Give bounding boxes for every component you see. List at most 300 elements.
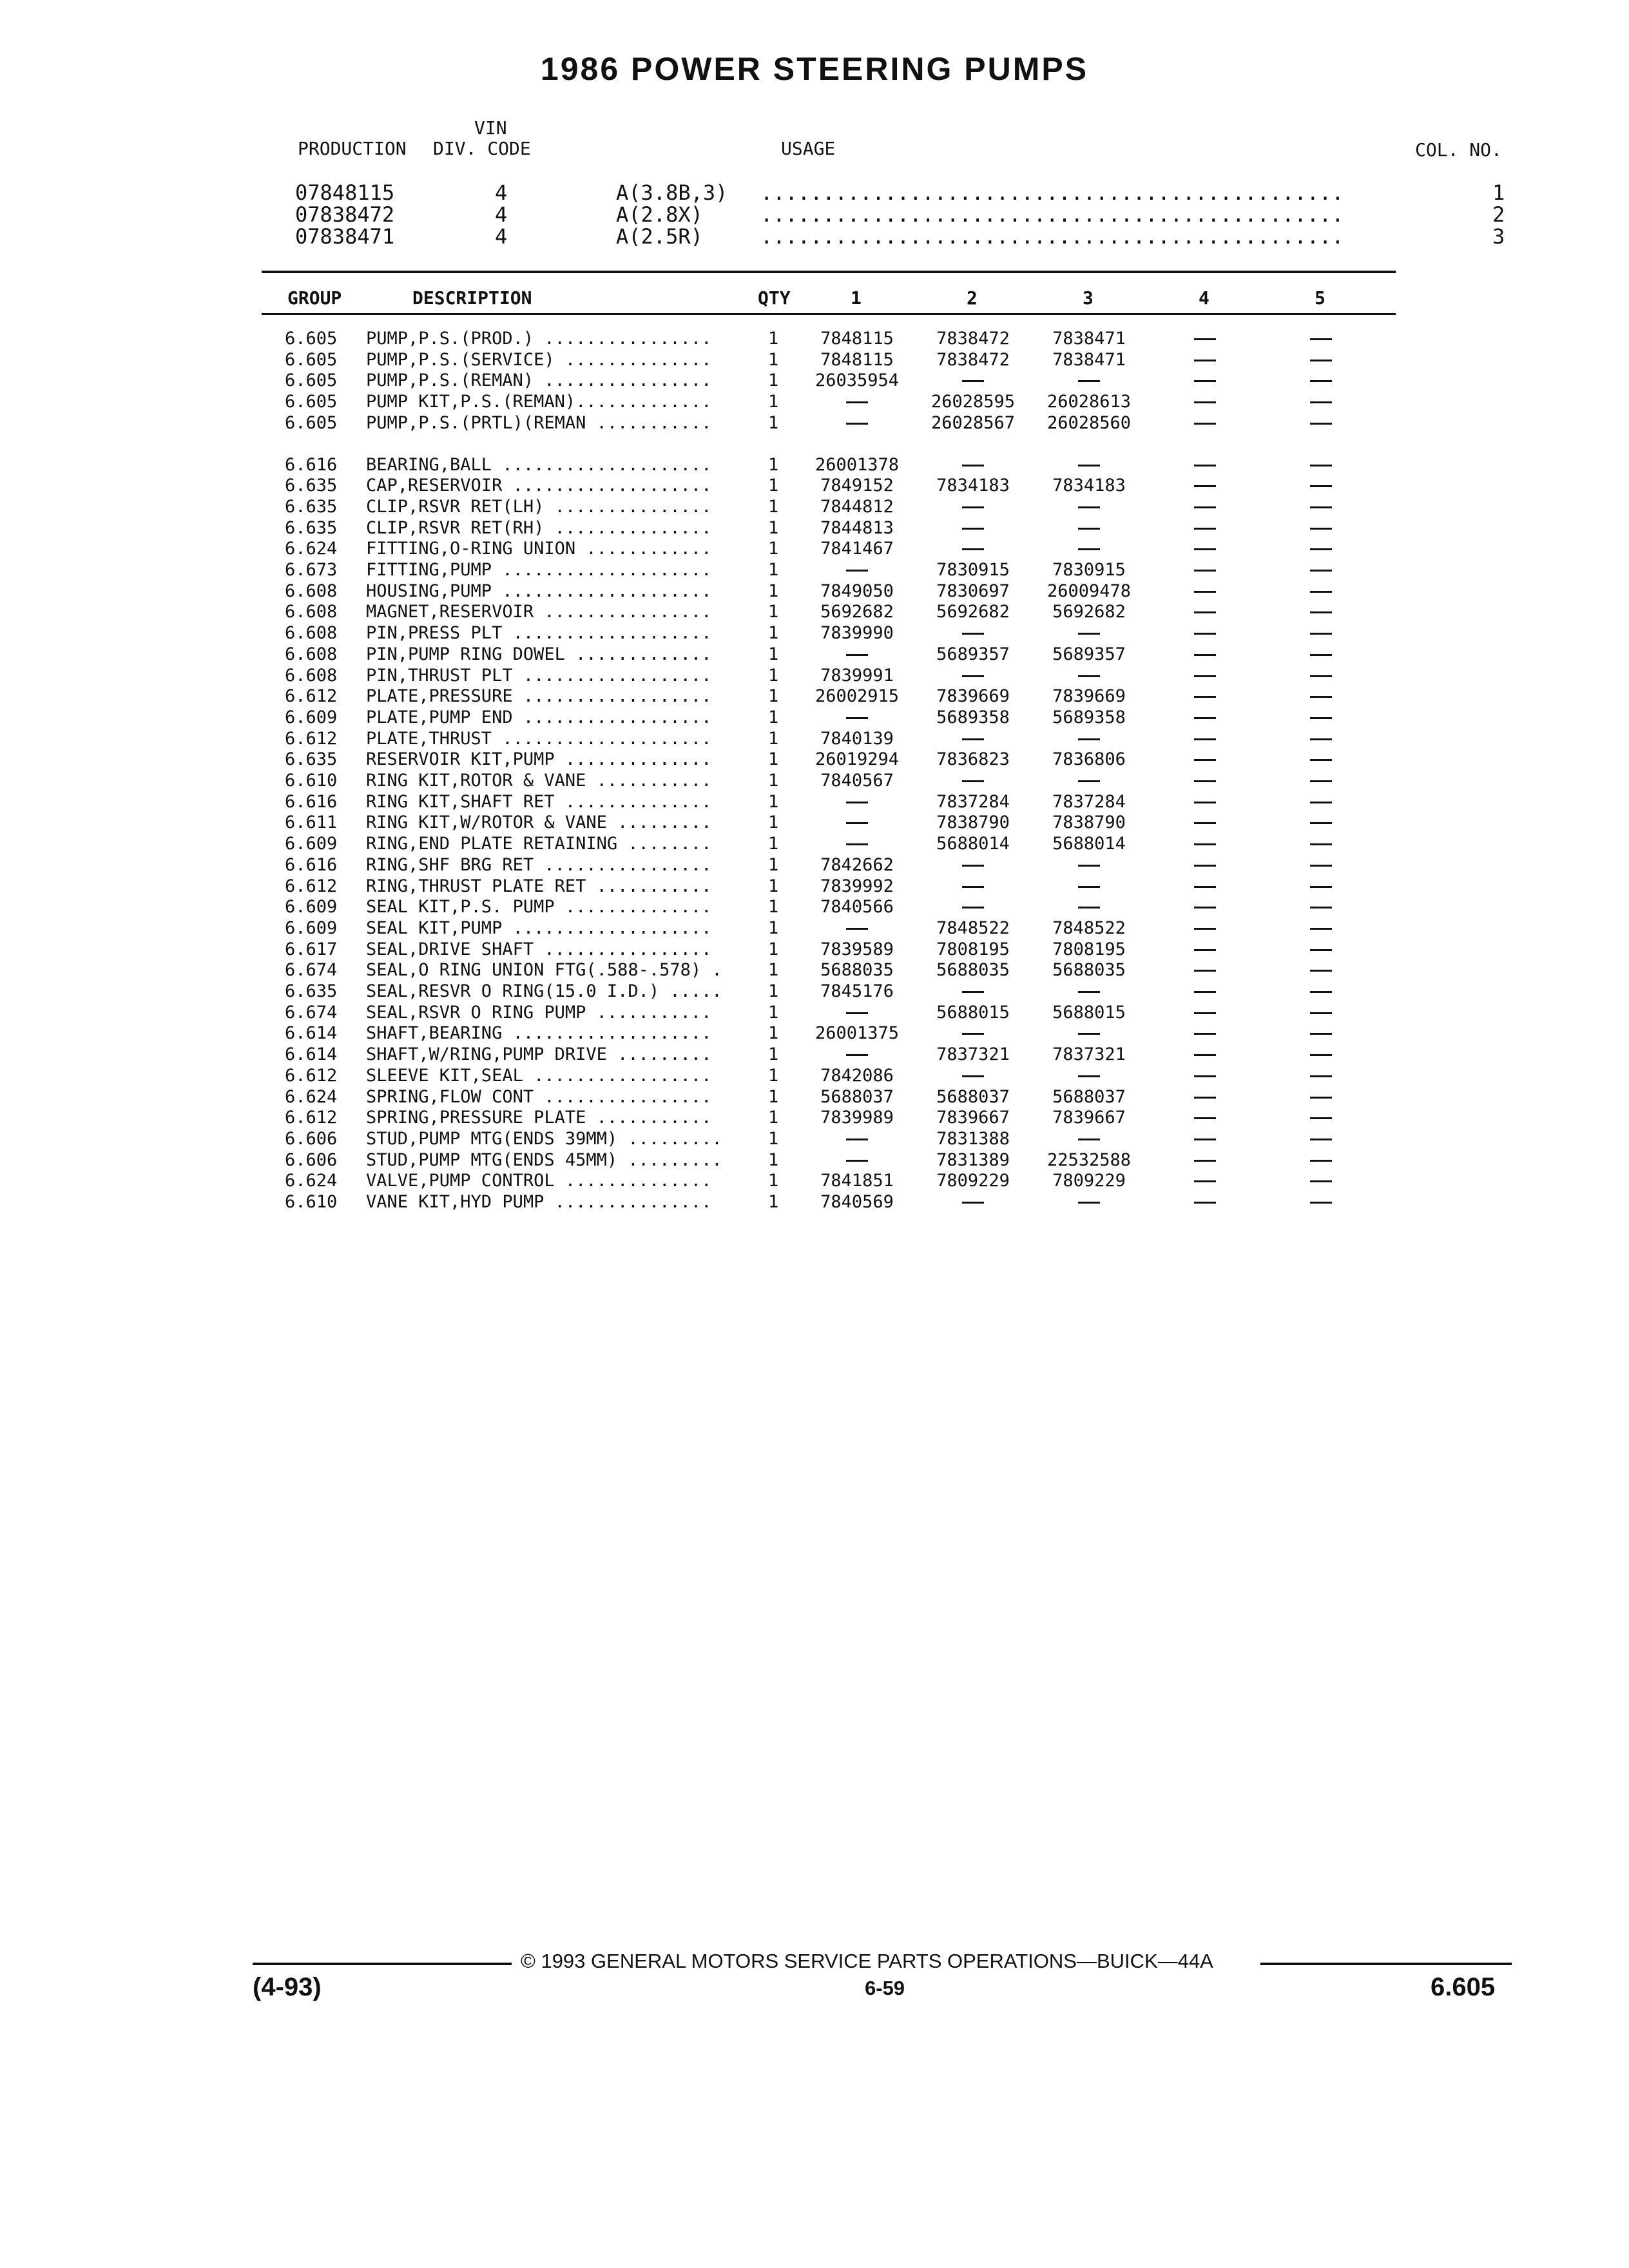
part-number-col-1: 7840569	[820, 1192, 894, 1212]
group-code: 6.612	[285, 876, 338, 896]
page-number: 6-59	[865, 1977, 905, 1999]
part-number-col-4	[1141, 897, 1269, 917]
quantity: 1	[768, 539, 779, 559]
table-row	[0, 960, 1629, 981]
part-number-col-5	[1257, 812, 1385, 832]
part-number-col-2: 5692682	[936, 602, 1010, 622]
part-number-col-4	[1141, 539, 1269, 559]
part-number-col-5	[1257, 855, 1385, 875]
not-applicable-dash	[1194, 759, 1216, 761]
not-applicable-dash	[1310, 423, 1332, 425]
part-number-col-3	[1025, 539, 1153, 559]
not-applicable-dash	[1078, 1075, 1100, 1077]
not-applicable-dash	[1310, 338, 1332, 340]
not-applicable-dash	[1310, 675, 1332, 677]
part-number-col-4	[1141, 876, 1269, 896]
quantity: 1	[768, 1128, 779, 1149]
col-5-header: 5	[1315, 287, 1325, 309]
not-applicable-dash	[1078, 991, 1100, 993]
part-number-col-2: 26028567	[930, 412, 1016, 433]
part-number-col-4	[1141, 707, 1269, 727]
part-number-col-1: 7841467	[820, 539, 894, 559]
part-number-col-2: 7848522	[936, 918, 1010, 938]
part-number-col-1: 5688035	[820, 960, 894, 981]
part-number-col-1	[793, 918, 921, 938]
part-number-col-3	[1025, 876, 1153, 896]
part-number-col-1: 7842086	[820, 1065, 894, 1086]
part-description: CLIP,RSVR RET(RH) ...............	[366, 517, 712, 538]
dot-leader: ...............................................	[760, 224, 1344, 249]
part-number-col-1	[793, 812, 921, 832]
table-row	[0, 855, 1629, 876]
quantity: 1	[768, 1086, 779, 1107]
footer-rule-right	[1260, 1963, 1512, 1965]
part-number-col-3: 7848522	[1052, 918, 1126, 938]
not-applicable-dash	[1078, 675, 1100, 677]
table-row	[0, 497, 1629, 518]
not-applicable-dash	[846, 802, 868, 803]
part-number-col-3	[1025, 1066, 1153, 1086]
part-number-col-5	[1257, 981, 1385, 1001]
group-code: 6.610	[285, 1192, 338, 1212]
part-number-col-5	[1257, 897, 1385, 917]
part-number-col-5	[1257, 1087, 1385, 1107]
not-applicable-dash	[962, 1075, 984, 1077]
not-applicable-dash	[1194, 360, 1216, 361]
part-number-col-5	[1257, 1003, 1385, 1023]
part-description: FITTING,O-RING UNION ............	[366, 539, 712, 559]
not-applicable-dash	[1194, 738, 1216, 740]
part-description: STUD,PUMP MTG(ENDS 39MM) .........	[366, 1128, 722, 1149]
part-number-col-2	[909, 981, 1037, 1001]
part-number-col-4	[1141, 729, 1269, 749]
part-number-col-4	[1141, 981, 1269, 1001]
part-number-col-5	[1257, 1192, 1385, 1212]
part-number-col-3	[1025, 981, 1153, 1001]
usage-code: A(2.8X)	[616, 202, 703, 227]
table-row	[0, 350, 1629, 371]
usage-row	[0, 224, 1629, 249]
group-code: 6.608	[285, 623, 338, 644]
quantity: 1	[768, 749, 779, 770]
not-applicable-dash	[1194, 423, 1216, 425]
part-number-col-4	[1141, 834, 1269, 854]
table-row	[0, 1108, 1629, 1129]
table-row	[0, 1044, 1629, 1066]
not-applicable-dash	[1310, 886, 1332, 888]
part-number-col-3: 7838790	[1052, 812, 1126, 833]
group-code: 6.606	[285, 1128, 338, 1149]
part-number-col-2: 26028595	[930, 392, 1016, 412]
part-number-col-5	[1257, 1171, 1385, 1191]
not-applicable-dash	[1194, 1075, 1216, 1077]
not-applicable-dash	[1310, 570, 1332, 572]
part-number-col-4	[1141, 602, 1269, 622]
not-applicable-dash	[846, 570, 868, 572]
not-applicable-dash	[1310, 843, 1332, 845]
not-applicable-dash	[1194, 1033, 1216, 1035]
group-code: 6.617	[285, 939, 338, 959]
part-number-col-4	[1141, 855, 1269, 875]
part-number-col-1: 7840567	[820, 771, 894, 791]
quantity: 1	[768, 812, 779, 833]
group-code: 6.605	[285, 392, 338, 412]
not-applicable-dash	[1310, 1202, 1332, 1204]
table-row	[0, 602, 1629, 623]
group-code: 6.624	[285, 1171, 338, 1191]
not-applicable-dash	[1078, 907, 1100, 908]
div-code: 4	[495, 224, 508, 249]
not-applicable-dash	[1310, 528, 1332, 530]
not-applicable-dash	[962, 548, 984, 550]
part-description: SPRING,FLOW CONT ................	[366, 1086, 712, 1107]
not-applicable-dash	[1310, 780, 1332, 782]
part-number-col-2	[909, 539, 1037, 559]
part-description: RING,THRUST PLATE RET ...........	[366, 876, 712, 896]
part-number-col-5	[1257, 329, 1385, 349]
quantity: 1	[768, 771, 779, 791]
part-number-col-4	[1141, 812, 1269, 832]
group-code: 6.608	[285, 581, 338, 601]
part-number-col-2	[909, 455, 1037, 475]
part-number-col-2	[909, 518, 1037, 538]
not-applicable-dash	[1078, 738, 1100, 740]
not-applicable-dash	[1194, 886, 1216, 888]
part-number-col-3: 7809229	[1052, 1171, 1126, 1191]
dot-leader: ...............................................	[760, 202, 1344, 227]
not-applicable-dash	[1194, 843, 1216, 845]
not-applicable-dash	[846, 1054, 868, 1056]
table-row	[0, 644, 1629, 666]
part-number-col-1: 26002915	[815, 686, 900, 707]
part-number-col-1: 7839990	[820, 623, 894, 644]
not-applicable-dash	[1310, 506, 1332, 508]
part-number-col-2: 7837321	[936, 1044, 1010, 1065]
part-number-col-3: 7837284	[1052, 791, 1126, 812]
part-description: RESERVOIR KIT,PUMP ..............	[366, 749, 712, 770]
not-applicable-dash	[1078, 506, 1100, 508]
not-applicable-dash	[1078, 1202, 1100, 1204]
not-applicable-dash	[1310, 759, 1332, 761]
part-number-col-3	[1025, 370, 1153, 390]
part-number-col-5	[1257, 560, 1385, 580]
section-number: 6.605	[1431, 1973, 1496, 2001]
not-applicable-dash	[1310, 907, 1332, 908]
quantity: 1	[768, 1065, 779, 1086]
not-applicable-dash	[1310, 1097, 1332, 1099]
table-row	[0, 1192, 1629, 1213]
not-applicable-dash	[1194, 1012, 1216, 1014]
not-applicable-dash	[1310, 717, 1332, 719]
col-2-header: 2	[967, 287, 978, 309]
part-number-col-5	[1257, 413, 1385, 433]
part-number-col-1: 7848115	[820, 329, 894, 349]
not-applicable-dash	[1310, 485, 1332, 487]
part-number-col-4	[1141, 1066, 1269, 1086]
part-number-col-3	[1025, 729, 1153, 749]
table-row	[0, 413, 1629, 434]
div-code-label: DIV. CODE	[433, 138, 531, 159]
part-number-col-3: 7839667	[1052, 1108, 1126, 1128]
part-number-col-1	[793, 560, 921, 580]
not-applicable-dash	[1194, 1180, 1216, 1182]
part-number-col-1	[793, 644, 921, 664]
table-row	[0, 686, 1629, 707]
part-number-col-2: 5689358	[936, 707, 1010, 727]
part-number-col-5	[1257, 729, 1385, 749]
table-row	[0, 392, 1629, 413]
part-number-col-3	[1025, 497, 1153, 517]
not-applicable-dash	[1194, 696, 1216, 698]
group-code: 6.614	[285, 1023, 338, 1044]
not-applicable-dash	[1194, 591, 1216, 593]
part-description: RING KIT,W/ROTOR & VANE .........	[366, 812, 712, 833]
part-description: STUD,PUMP MTG(ENDS 45MM) .........	[366, 1149, 722, 1170]
part-number-col-1	[793, 834, 921, 854]
table-row	[0, 560, 1629, 581]
part-number-col-1: 7845176	[820, 981, 894, 1001]
production-label: PRODUCTION	[298, 138, 407, 159]
part-number-col-3: 26028560	[1046, 412, 1132, 433]
group-code: 6.611	[285, 812, 338, 833]
not-applicable-dash	[1310, 1117, 1332, 1119]
part-number-col-3	[1025, 666, 1153, 686]
col-3-header: 3	[1083, 287, 1094, 309]
part-number-col-4	[1141, 1129, 1269, 1149]
not-applicable-dash	[1078, 865, 1100, 867]
part-number-col-2	[909, 855, 1037, 875]
not-applicable-dash	[846, 1160, 868, 1162]
part-number-col-5	[1257, 686, 1385, 706]
not-applicable-dash	[846, 843, 868, 845]
not-applicable-dash	[1078, 633, 1100, 635]
part-number-col-5	[1257, 876, 1385, 896]
not-applicable-dash	[1194, 928, 1216, 930]
col-number: 1	[1492, 180, 1505, 205]
not-applicable-dash	[1310, 822, 1332, 824]
group-code: 6.616	[285, 854, 338, 875]
not-applicable-dash	[1078, 548, 1100, 550]
not-applicable-dash	[1310, 380, 1332, 382]
part-number-col-5	[1257, 518, 1385, 538]
group-code: 6.612	[285, 1108, 338, 1128]
quantity: 1	[768, 1192, 779, 1212]
part-number-col-2: 7831389	[936, 1149, 1010, 1170]
part-description: PLATE,THRUST ....................	[366, 728, 712, 749]
not-applicable-dash	[1078, 380, 1100, 382]
top-divider	[262, 271, 1396, 273]
group-code: 6.612	[285, 728, 338, 749]
group-code: 6.635	[285, 517, 338, 538]
part-number-col-3: 7808195	[1052, 939, 1126, 959]
dot-leader: ...............................................	[760, 180, 1344, 205]
quantity: 1	[768, 329, 779, 349]
table-row	[0, 455, 1629, 476]
not-applicable-dash	[962, 1033, 984, 1035]
part-number-col-2: 7838472	[936, 329, 1010, 349]
footer-rule-left	[253, 1963, 512, 1965]
part-number-col-1	[793, 707, 921, 727]
part-number-col-5	[1257, 392, 1385, 412]
part-number-col-3: 5688014	[1052, 834, 1126, 854]
part-number-col-5	[1257, 623, 1385, 643]
not-applicable-dash	[1194, 1054, 1216, 1056]
part-number-col-5	[1257, 960, 1385, 980]
table-row	[0, 918, 1629, 939]
part-description: SHAFT,BEARING ...................	[366, 1023, 712, 1044]
part-number-col-1: 26035954	[815, 370, 900, 391]
not-applicable-dash	[846, 928, 868, 930]
not-applicable-dash	[1194, 380, 1216, 382]
part-description: SEAL KIT,P.S. PUMP ..............	[366, 897, 712, 918]
not-applicable-dash	[962, 675, 984, 677]
quantity: 1	[768, 728, 779, 749]
part-number-col-2: 5689357	[936, 644, 1010, 664]
quantity: 1	[768, 644, 779, 664]
part-number-col-3: 7837321	[1052, 1044, 1126, 1065]
not-applicable-dash	[1194, 485, 1216, 487]
group-code: 6.614	[285, 1044, 338, 1065]
part-number-col-5	[1257, 370, 1385, 390]
part-number-col-5	[1257, 1044, 1385, 1064]
part-description: SLEEVE KIT,SEAL .................	[366, 1065, 712, 1086]
quantity: 1	[768, 686, 779, 707]
div-code: 4	[495, 180, 508, 205]
part-number-col-2: 7831388	[936, 1128, 1010, 1149]
table-row	[0, 1087, 1629, 1108]
part-number-col-5	[1257, 455, 1385, 475]
part-number-col-5	[1257, 939, 1385, 959]
not-applicable-dash	[1310, 1139, 1332, 1140]
not-applicable-dash	[846, 822, 868, 824]
quantity: 1	[768, 1023, 779, 1044]
part-number-col-2: 5688037	[936, 1086, 1010, 1107]
not-applicable-dash	[846, 1139, 868, 1140]
group-code: 6.609	[285, 834, 338, 854]
col-description-header: DESCRIPTION	[412, 287, 532, 309]
part-number-col-5	[1257, 476, 1385, 495]
part-number-col-2: 7839669	[936, 686, 1010, 707]
table-row	[0, 897, 1629, 918]
quantity: 1	[768, 834, 779, 854]
part-number-col-3: 5688037	[1052, 1086, 1126, 1107]
part-number-col-4	[1141, 960, 1269, 980]
part-number-col-2	[909, 623, 1037, 643]
quantity: 1	[768, 476, 779, 496]
quantity: 1	[768, 349, 779, 370]
not-applicable-dash	[1310, 654, 1332, 656]
table-row	[0, 1171, 1629, 1192]
not-applicable-dash	[1194, 822, 1216, 824]
group-code: 6.605	[285, 412, 338, 433]
part-number-col-2	[909, 497, 1037, 517]
part-description: PLATE,PRESSURE ..................	[366, 686, 712, 707]
part-number-col-1: 7844812	[820, 496, 894, 517]
part-number-col-4	[1141, 1087, 1269, 1107]
group-code: 6.609	[285, 918, 338, 938]
production-number: 07848115	[295, 180, 395, 205]
table-row	[0, 581, 1629, 602]
part-number-col-1: 7839992	[820, 876, 894, 896]
group-code: 6.624	[285, 539, 338, 559]
quantity: 1	[768, 897, 779, 918]
table-row	[0, 749, 1629, 771]
part-number-col-1	[793, 1044, 921, 1064]
part-number-col-3: 22532588	[1046, 1149, 1132, 1170]
table-row	[0, 939, 1629, 961]
not-applicable-dash	[962, 780, 984, 782]
part-number-col-1: 5692682	[820, 602, 894, 622]
part-number-col-5	[1257, 602, 1385, 622]
part-number-col-5	[1257, 707, 1385, 727]
date-code: (4-93)	[253, 1973, 322, 2001]
part-number-col-4	[1141, 1192, 1269, 1212]
table-row	[0, 476, 1629, 497]
part-number-col-5	[1257, 539, 1385, 559]
part-number-col-5	[1257, 1129, 1385, 1149]
part-description: CLIP,RSVR RET(LH) ...............	[366, 496, 712, 517]
not-applicable-dash	[1310, 591, 1332, 593]
not-applicable-dash	[962, 738, 984, 740]
part-description: VANE KIT,HYD PUMP ...............	[366, 1192, 712, 1212]
part-number-col-4	[1141, 392, 1269, 412]
part-number-col-1: 26019294	[815, 749, 900, 770]
usage-code: A(3.8B,3)	[616, 180, 728, 205]
quantity: 1	[768, 623, 779, 644]
group-code: 6.624	[285, 1086, 338, 1107]
part-number-col-5	[1257, 666, 1385, 686]
part-description: SEAL,RSVR O RING PUMP ...........	[366, 1002, 712, 1023]
usage-row	[0, 202, 1629, 227]
group-code: 6.674	[285, 960, 338, 981]
table-row	[0, 329, 1629, 350]
col-number: 3	[1492, 224, 1505, 249]
not-applicable-dash	[1194, 633, 1216, 635]
group-code: 6.610	[285, 771, 338, 791]
part-number-col-5	[1257, 792, 1385, 812]
part-number-col-2	[909, 1066, 1037, 1086]
not-applicable-dash	[1310, 611, 1332, 613]
table-row	[0, 518, 1629, 539]
part-number-col-1	[793, 1003, 921, 1023]
part-number-col-5	[1257, 1108, 1385, 1128]
group-code: 6.612	[285, 1065, 338, 1086]
part-number-col-2	[909, 729, 1037, 749]
part-number-col-4	[1141, 1003, 1269, 1023]
quantity: 1	[768, 392, 779, 412]
not-applicable-dash	[1194, 1202, 1216, 1204]
header-divider	[262, 313, 1396, 315]
part-number-col-4	[1141, 329, 1269, 349]
not-applicable-dash	[1194, 401, 1216, 403]
part-number-col-2: 7837284	[936, 791, 1010, 812]
quantity: 1	[768, 939, 779, 959]
quantity: 1	[768, 960, 779, 981]
part-number-col-4	[1141, 455, 1269, 475]
part-number-col-2	[909, 370, 1037, 390]
part-description: RING,SHF BRG RET ................	[366, 854, 712, 875]
table-row	[0, 834, 1629, 855]
part-number-col-3	[1025, 855, 1153, 875]
not-applicable-dash	[962, 865, 984, 867]
table-row	[0, 981, 1629, 1003]
part-number-col-2: 5688015	[936, 1002, 1010, 1023]
part-number-col-4	[1141, 350, 1269, 370]
table-row	[0, 370, 1629, 392]
part-number-col-2	[909, 876, 1037, 896]
table-row	[0, 876, 1629, 898]
group-code: 6.608	[285, 665, 338, 686]
